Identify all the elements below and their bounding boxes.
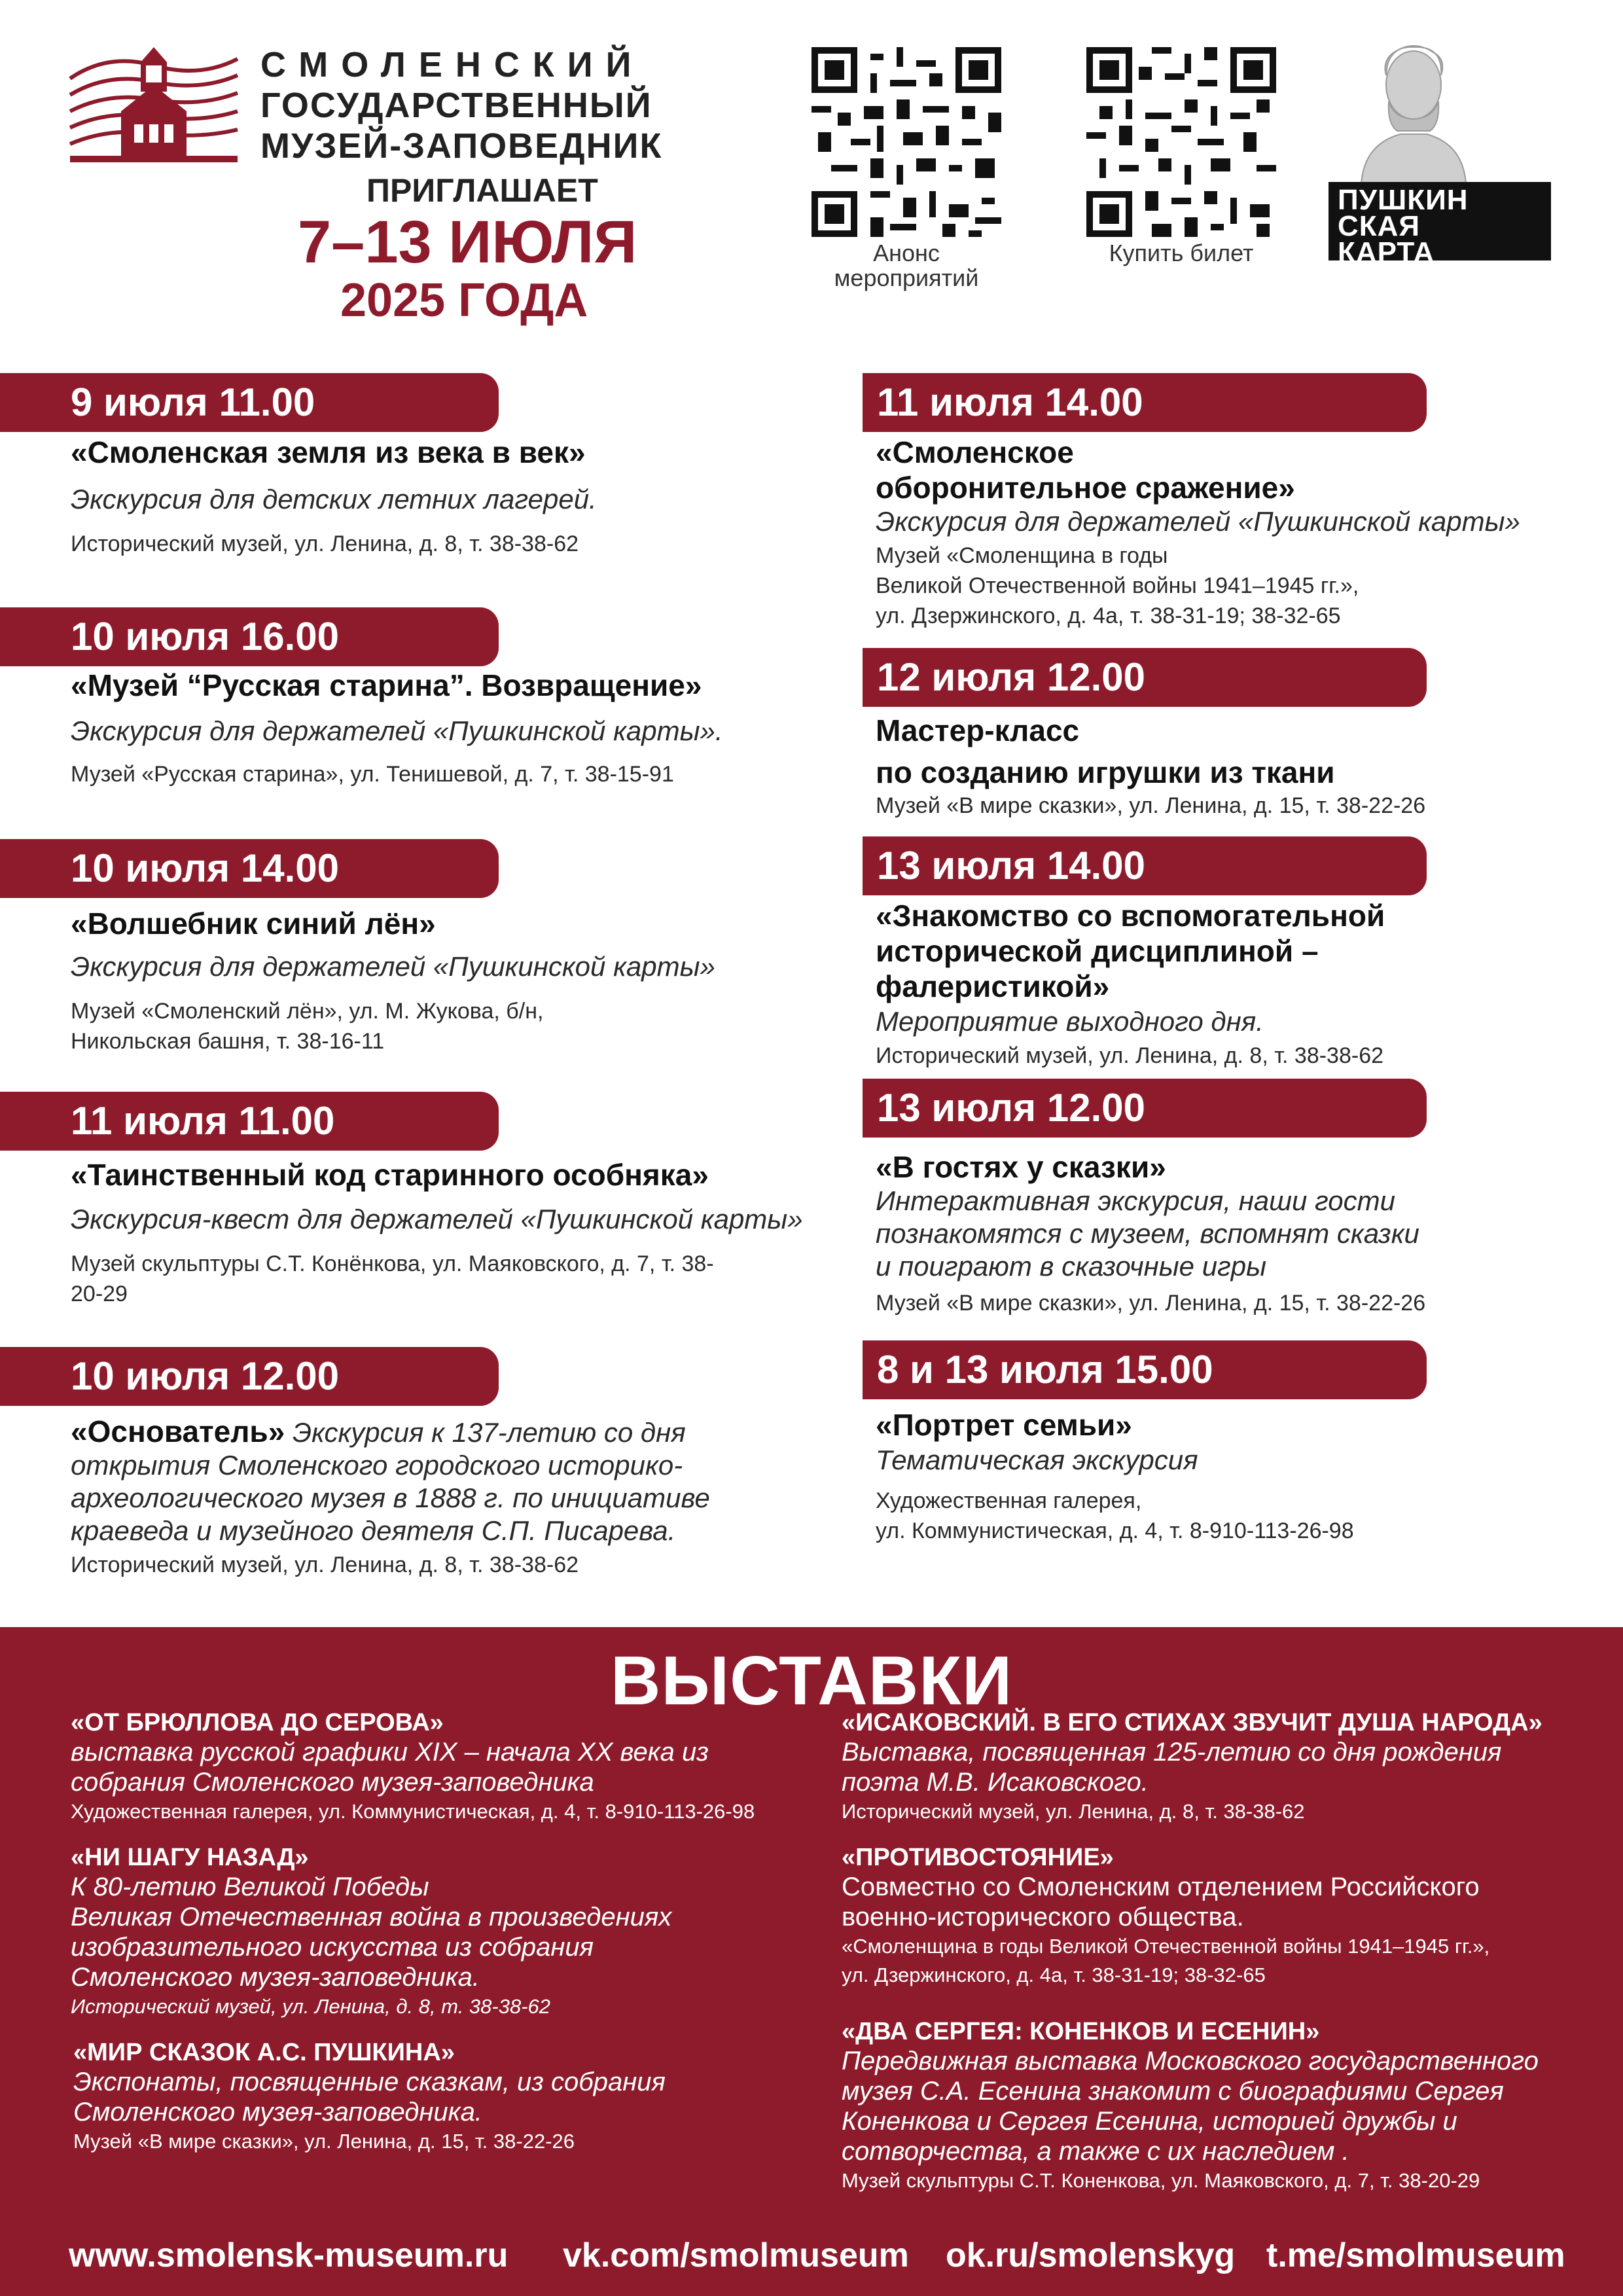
- exhibition-description-line: Великая Отечественная война в произведениях: [71, 1903, 672, 1931]
- exhibition-description-line: военно-исторического общества.: [842, 1903, 1244, 1931]
- exhibition-address: Исторический музей, ул. Ленина, д. 8, т. 38-38-62: [71, 1995, 551, 2018]
- event-address: Музей «Русская старина», ул. Тенишевой, д. 7, т. 38-15-91: [71, 762, 674, 787]
- event-date-banner: 11 июля 11.00: [0, 1092, 499, 1151]
- org-name-line3: МУЗЕЙ-ЗАПОВЕДНИК: [260, 126, 663, 166]
- pushkin-card-logo: [1329, 182, 1551, 268]
- event-title: «Волшебник синий лён»: [71, 906, 436, 941]
- qr-announcements-caption: [795, 241, 1018, 291]
- event-title: [876, 435, 1295, 505]
- event-title: [876, 709, 1335, 793]
- event-address: Музей «В мире сказки», ул. Ленина, д. 15, т. 38-22-26: [876, 1291, 1426, 1316]
- event-description: [876, 1185, 1419, 1283]
- event-address: Исторический музей, ул. Ленина, д. 8, т. 38-38-62: [71, 1552, 579, 1577]
- exhibition-address: Художественная галерея, ул. Коммунистическая, д. 4, т. 8-910-113-26-98: [71, 1800, 755, 1823]
- event-date-banner: 10 июля 14.00: [0, 839, 499, 898]
- exhibition-description-line: выставка русской графики XIX – начала XX века из: [71, 1738, 709, 1767]
- pushkin-card-line2: СКАЯ: [1338, 210, 1421, 242]
- event-address-line: ул. Дзержинского, д. 4а, т. 38-31-19; 38-32-65: [876, 603, 1341, 628]
- event-title: «Таинственный код старинного особняка»: [71, 1158, 709, 1192]
- event-address-line: Великой Отечественной войны 1941–1945 гг.»,: [876, 573, 1359, 598]
- pushkin-card-line3: КАРТА: [1338, 236, 1435, 268]
- pushkin-card-line1: ПУШКИН: [1338, 184, 1469, 216]
- exhibition-item: [71, 1843, 804, 2021]
- event-date-banner: 10 июля 12.00: [0, 1347, 499, 1406]
- exhibition-description-line: Коненкова и Сергея Есенина, историей дружбы и: [842, 2107, 1457, 2136]
- exhibition-description-line: Смоленского музея-заповедника.: [73, 2098, 482, 2126]
- event-address: Исторический музей, ул. Ленина, д. 8, т. 38-38-62: [876, 1043, 1384, 1068]
- event-description-line: познакомятся с музеем, вспомнят сказки: [876, 1218, 1419, 1249]
- qr-code-tickets-icon[interactable]: [1086, 47, 1276, 237]
- event-address: [876, 1486, 1354, 1546]
- pushkin-bust-icon: [1348, 39, 1479, 183]
- event-description: Экскурсия для держателей «Пушкинской карты».: [71, 715, 723, 746]
- exhibition-description-line: изобразительного искусства из собрания: [71, 1933, 594, 1962]
- event-title: «Основатель»: [71, 1414, 285, 1448]
- exhibitions-heading: ВЫСТАВКИ: [610, 1642, 1013, 1719]
- event-address: Исторический музей, ул. Ленина, д. 8, т. 38-38-62: [71, 531, 579, 556]
- exhibition-description-line: поэта М.В. Исаковского.: [842, 1768, 1149, 1797]
- event-title: «Музей “Русская старина”. Возвращение»: [71, 668, 702, 702]
- event-address-line: Никольская башня, т. 38-16-11: [71, 1029, 385, 1054]
- event-address: [71, 1249, 830, 1309]
- event-date-banner: 13 июля 14.00: [863, 836, 1427, 895]
- event-title-line: исторической дисциплиной –: [876, 934, 1319, 968]
- event-date-banner: 8 и 13 июля 15.00: [863, 1340, 1427, 1399]
- event-title-line: «Смоленское: [876, 435, 1074, 469]
- event-address-line: Музей «Смоленский лён», ул. М. Жукова, б/н,: [71, 999, 544, 1024]
- exhibition-title: «ДВА СЕРГЕЯ: КОНЕНКОВ И ЕСЕНИН»: [842, 2018, 1320, 2045]
- qr-announcements-caption-line2: мероприятий: [834, 264, 979, 291]
- exhibition-address: Музей скульптуры С.Т. Коненкова, ул. Маяковского, д. 7, т. 38-20-29: [842, 2169, 1480, 2192]
- event-description: Тематическая экскурсия: [876, 1444, 1198, 1475]
- exhibition-title: «ИСАКОВСКИЙ. В ЕГО СТИХАХ ЗВУЧИТ ДУША НАРОДА»: [842, 1709, 1543, 1736]
- exhibition-description-line: Совместно со Смоленским отделением Российского: [842, 1873, 1480, 1901]
- exhibition-title: «ПРОТИВОСТОЯНИЕ»: [842, 1844, 1114, 1871]
- event-description-line: Интерактивная экскурсия, наши гости: [876, 1185, 1396, 1216]
- exhibitions-section: [0, 1627, 1623, 2296]
- event-title-line: по созданию игрушки из ткани: [876, 755, 1335, 789]
- exhibition-address: Исторический музей, ул. Ленина, д. 8, т. 38-38-62: [842, 1800, 1305, 1823]
- event-title: [876, 898, 1385, 1004]
- exhibition-title: «ОТ БРЮЛЛОВА ДО СЕРОВА»: [71, 1709, 444, 1736]
- event-dates: 7–13 ИЮЛЯ: [298, 209, 637, 276]
- exhibition-address-line: ул. Дзержинского, д. 4а, т. 38-31-19; 38-32-65: [842, 1964, 1266, 1986]
- event-description-line: открытия Смоленского городского историко-: [71, 1450, 683, 1480]
- event-title-line: фалеристикой»: [876, 969, 1110, 1003]
- org-name: [260, 45, 705, 166]
- org-name-line2: ГОСУДАРСТВЕННЫЙ: [260, 86, 652, 125]
- exhibition-address: Музей «В мире сказки», ул. Ленина, д. 15, т. 38-22-26: [73, 2130, 575, 2153]
- exhibition-title: «НИ ШАГУ НАЗАД»: [71, 1844, 309, 1871]
- exhibition-title: «МИР СКАЗОК А.С. ПУШКИНА»: [73, 2039, 455, 2066]
- event-address: [71, 996, 543, 1056]
- event-date-banner: 11 июля 14.00: [863, 373, 1427, 432]
- event-address-line: ул. Коммунистическая, д. 4, т. 8-910-113-26-98: [876, 1518, 1354, 1543]
- event-address-line: 20-29: [71, 1282, 128, 1306]
- exhibition-description-line: Экспонаты, посвященные сказкам, из собрания: [73, 2068, 666, 2096]
- event-description: Экскурсия для держателей «Пушкинской карты»: [876, 506, 1520, 537]
- event-body: [71, 1414, 830, 1547]
- event-description-line: Экскурсия к 137-летию со дня: [292, 1417, 686, 1448]
- exhibition-description-line: Передвижная выставка Московского государственного: [842, 2047, 1539, 2075]
- exhibition-description-line: Выставка, посвященная 125-летию со дня рождения: [842, 1738, 1502, 1767]
- event-title: «Портрет семьи»: [876, 1408, 1132, 1442]
- qr-announcements-caption-line1: Анонс: [873, 240, 940, 266]
- vk-link[interactable]: vk.com/smolmuseum: [563, 2236, 909, 2274]
- event-title-line: оборонительное сражение»: [876, 471, 1295, 505]
- event-address-line: Музей «Смоленщина в годы: [876, 543, 1168, 568]
- exhibition-item: [842, 2017, 1601, 2195]
- event-date-banner: 13 июля 12.00: [863, 1079, 1427, 1138]
- org-name-line1: СМОЛЕНСКИЙ: [260, 45, 645, 84]
- exhibition-item: [73, 2038, 806, 2156]
- invite-label: ПРИГЛАШАЕТ: [366, 172, 598, 209]
- event-description: Экскурсия для держателей «Пушкинской карты»: [71, 951, 715, 982]
- event-title: «Смоленская земля из века в век»: [71, 435, 586, 469]
- exhibition-description-line: Смоленского музея-заповедника.: [71, 1963, 480, 1992]
- event-address-line: Художественная галерея,: [876, 1488, 1142, 1513]
- exhibition-description-line: К 80-летию Великой Победы: [71, 1873, 429, 1901]
- event-description: Экскурсия-квест для держателей «Пушкинской карты»: [71, 1204, 803, 1234]
- event-description: Мероприятие выходного дня.: [876, 1006, 1264, 1037]
- exhibition-item: [842, 1843, 1601, 1990]
- telegram-link[interactable]: t.me/smolmuseum: [1266, 2236, 1565, 2274]
- event-description-line: археологического музея в 1888 г. по инициативе: [71, 1482, 710, 1513]
- event-description-line: краеведа и музейного деятеля С.П. Писарева.: [71, 1515, 676, 1546]
- qr-code-announcements-icon[interactable]: [812, 47, 1001, 237]
- event-address-line: Музей скульптуры С.Т. Конёнкова, ул. Маяковского, д. 7, т. 38-: [71, 1251, 714, 1276]
- event-description-line: и поиграют в сказочные игры: [876, 1251, 1267, 1282]
- event-title-line: «Знакомство со вспомогательной: [876, 899, 1385, 933]
- event-address: [876, 541, 1359, 631]
- exhibition-item: [842, 1708, 1601, 1826]
- event-address: Музей «В мире сказки», ул. Ленина, д. 15, т. 38-22-26: [876, 793, 1426, 818]
- exhibition-address-line: «Смоленщина в годы Великой Отечественной войны 1941–1945 гг.»,: [842, 1935, 1490, 1958]
- event-description: Экскурсия для детских летних лагерей.: [71, 484, 597, 514]
- qr-tickets-caption: Купить билет: [1109, 240, 1254, 266]
- event-year: 2025 ГОДА: [340, 274, 588, 327]
- event-date-banner: 12 июля 12.00: [863, 648, 1427, 707]
- exhibition-item: [71, 1708, 804, 1826]
- event-title: «В гостях у сказки»: [876, 1150, 1166, 1184]
- event-date-banner: 9 июля 11.00: [0, 373, 499, 432]
- museum-logo-icon: [69, 39, 239, 164]
- exhibition-description-line: сотворчества, а также с их наследием .: [842, 2137, 1349, 2166]
- ok-link[interactable]: ok.ru/smolenskyg: [946, 2236, 1236, 2274]
- website-link[interactable]: www.smolensk-museum.ru: [69, 2236, 508, 2274]
- event-title-line: Мастер-класс: [876, 713, 1080, 747]
- event-date-banner: 10 июля 16.00: [0, 607, 499, 666]
- exhibition-description-line: музея С.А. Есенина знакомит с биографиями Сергея: [842, 2077, 1504, 2106]
- exhibition-description-line: собрания Смоленского музея-заповедника: [71, 1768, 594, 1797]
